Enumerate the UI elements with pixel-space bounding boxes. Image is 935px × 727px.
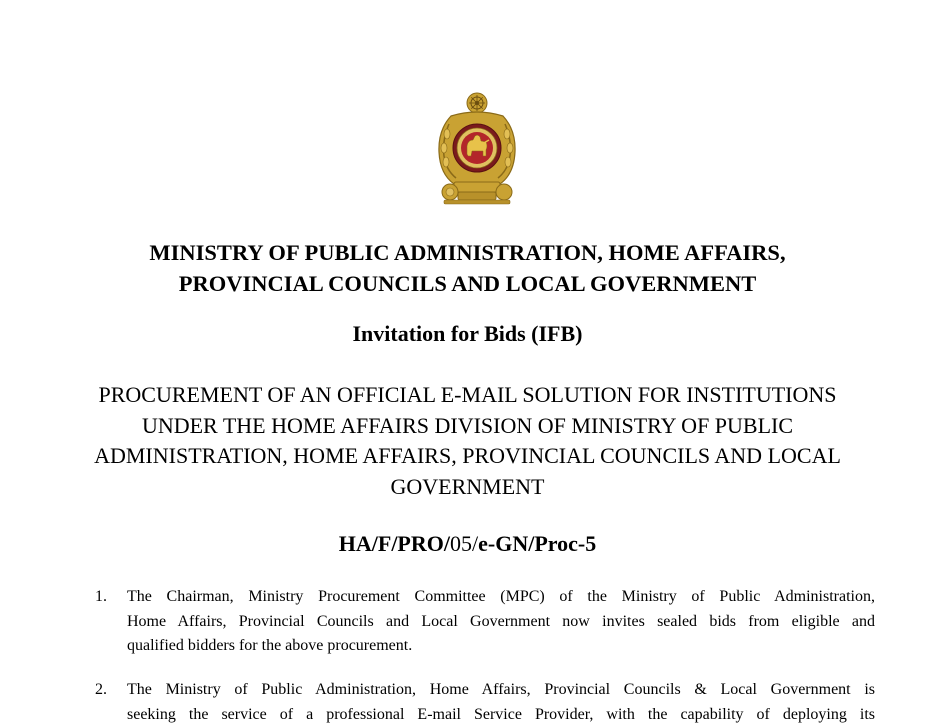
moon-icon: [496, 184, 512, 200]
paragraph-number: 2.: [95, 678, 107, 703]
ministry-heading-line-1: MINISTRY OF PUBLIC ADMINISTRATION, HOME AFFAIRS,: [0, 237, 935, 268]
sun-icon: [442, 184, 458, 200]
ministry-heading-line-2: PROVINCIAL COUNCILS AND LOCAL GOVERNMENT: [0, 268, 935, 299]
paragraph-2: [95, 678, 875, 727]
reference-number: [0, 531, 935, 557]
ifb-title: Invitation for Bids (IFB): [0, 321, 935, 347]
paragraph-text: [127, 585, 875, 659]
paragraph-line: The Chairman, Ministry Procurement Committee (MPC) of the Ministry of Public Administration,: [127, 585, 875, 610]
sri-lanka-national-emblem-icon: [436, 90, 518, 206]
dharma-chakra-icon: [467, 93, 487, 113]
procurement-subject-line-3: ADMINISTRATION, HOME AFFAIRS, PROVINCIAL COUNCILS AND LOCAL: [60, 441, 875, 472]
paragraph-line: qualified bidders for the above procurement.: [127, 634, 875, 659]
ministry-heading: [0, 237, 935, 299]
paragraph-text: [127, 678, 875, 727]
procurement-subject-line-2: UNDER THE HOME AFFAIRS DIVISION OF MINISTRY OF PUBLIC: [60, 411, 875, 442]
paragraph-line: The Ministry of Public Administration, Home Affairs, Provincial Councils & Local Government is: [127, 678, 875, 703]
procurement-subject: [60, 380, 875, 502]
procurement-subject-line-4: GOVERNMENT: [60, 472, 875, 503]
reference-number-part-2: 05/: [450, 531, 478, 556]
procurement-subject-line-1: PROCUREMENT OF AN OFFICIAL E-MAIL SOLUTION FOR INSTITUTIONS: [60, 380, 875, 411]
reference-number-part-1: HA/F/PRO/: [339, 531, 450, 556]
reference-number-part-3: e-GN/Proc-5: [478, 531, 596, 556]
pot-base-icon: [454, 182, 500, 200]
paragraph-number: 1.: [95, 585, 107, 610]
paragraph-line: seeking the service of a professional E-mail Service Provider, with the capability of deploying its: [127, 703, 875, 727]
paragraph-1: [95, 585, 875, 659]
paragraph-line: Home Affairs, Provincial Councils and Local Government now invites sealed bids from eligible and: [127, 610, 875, 635]
